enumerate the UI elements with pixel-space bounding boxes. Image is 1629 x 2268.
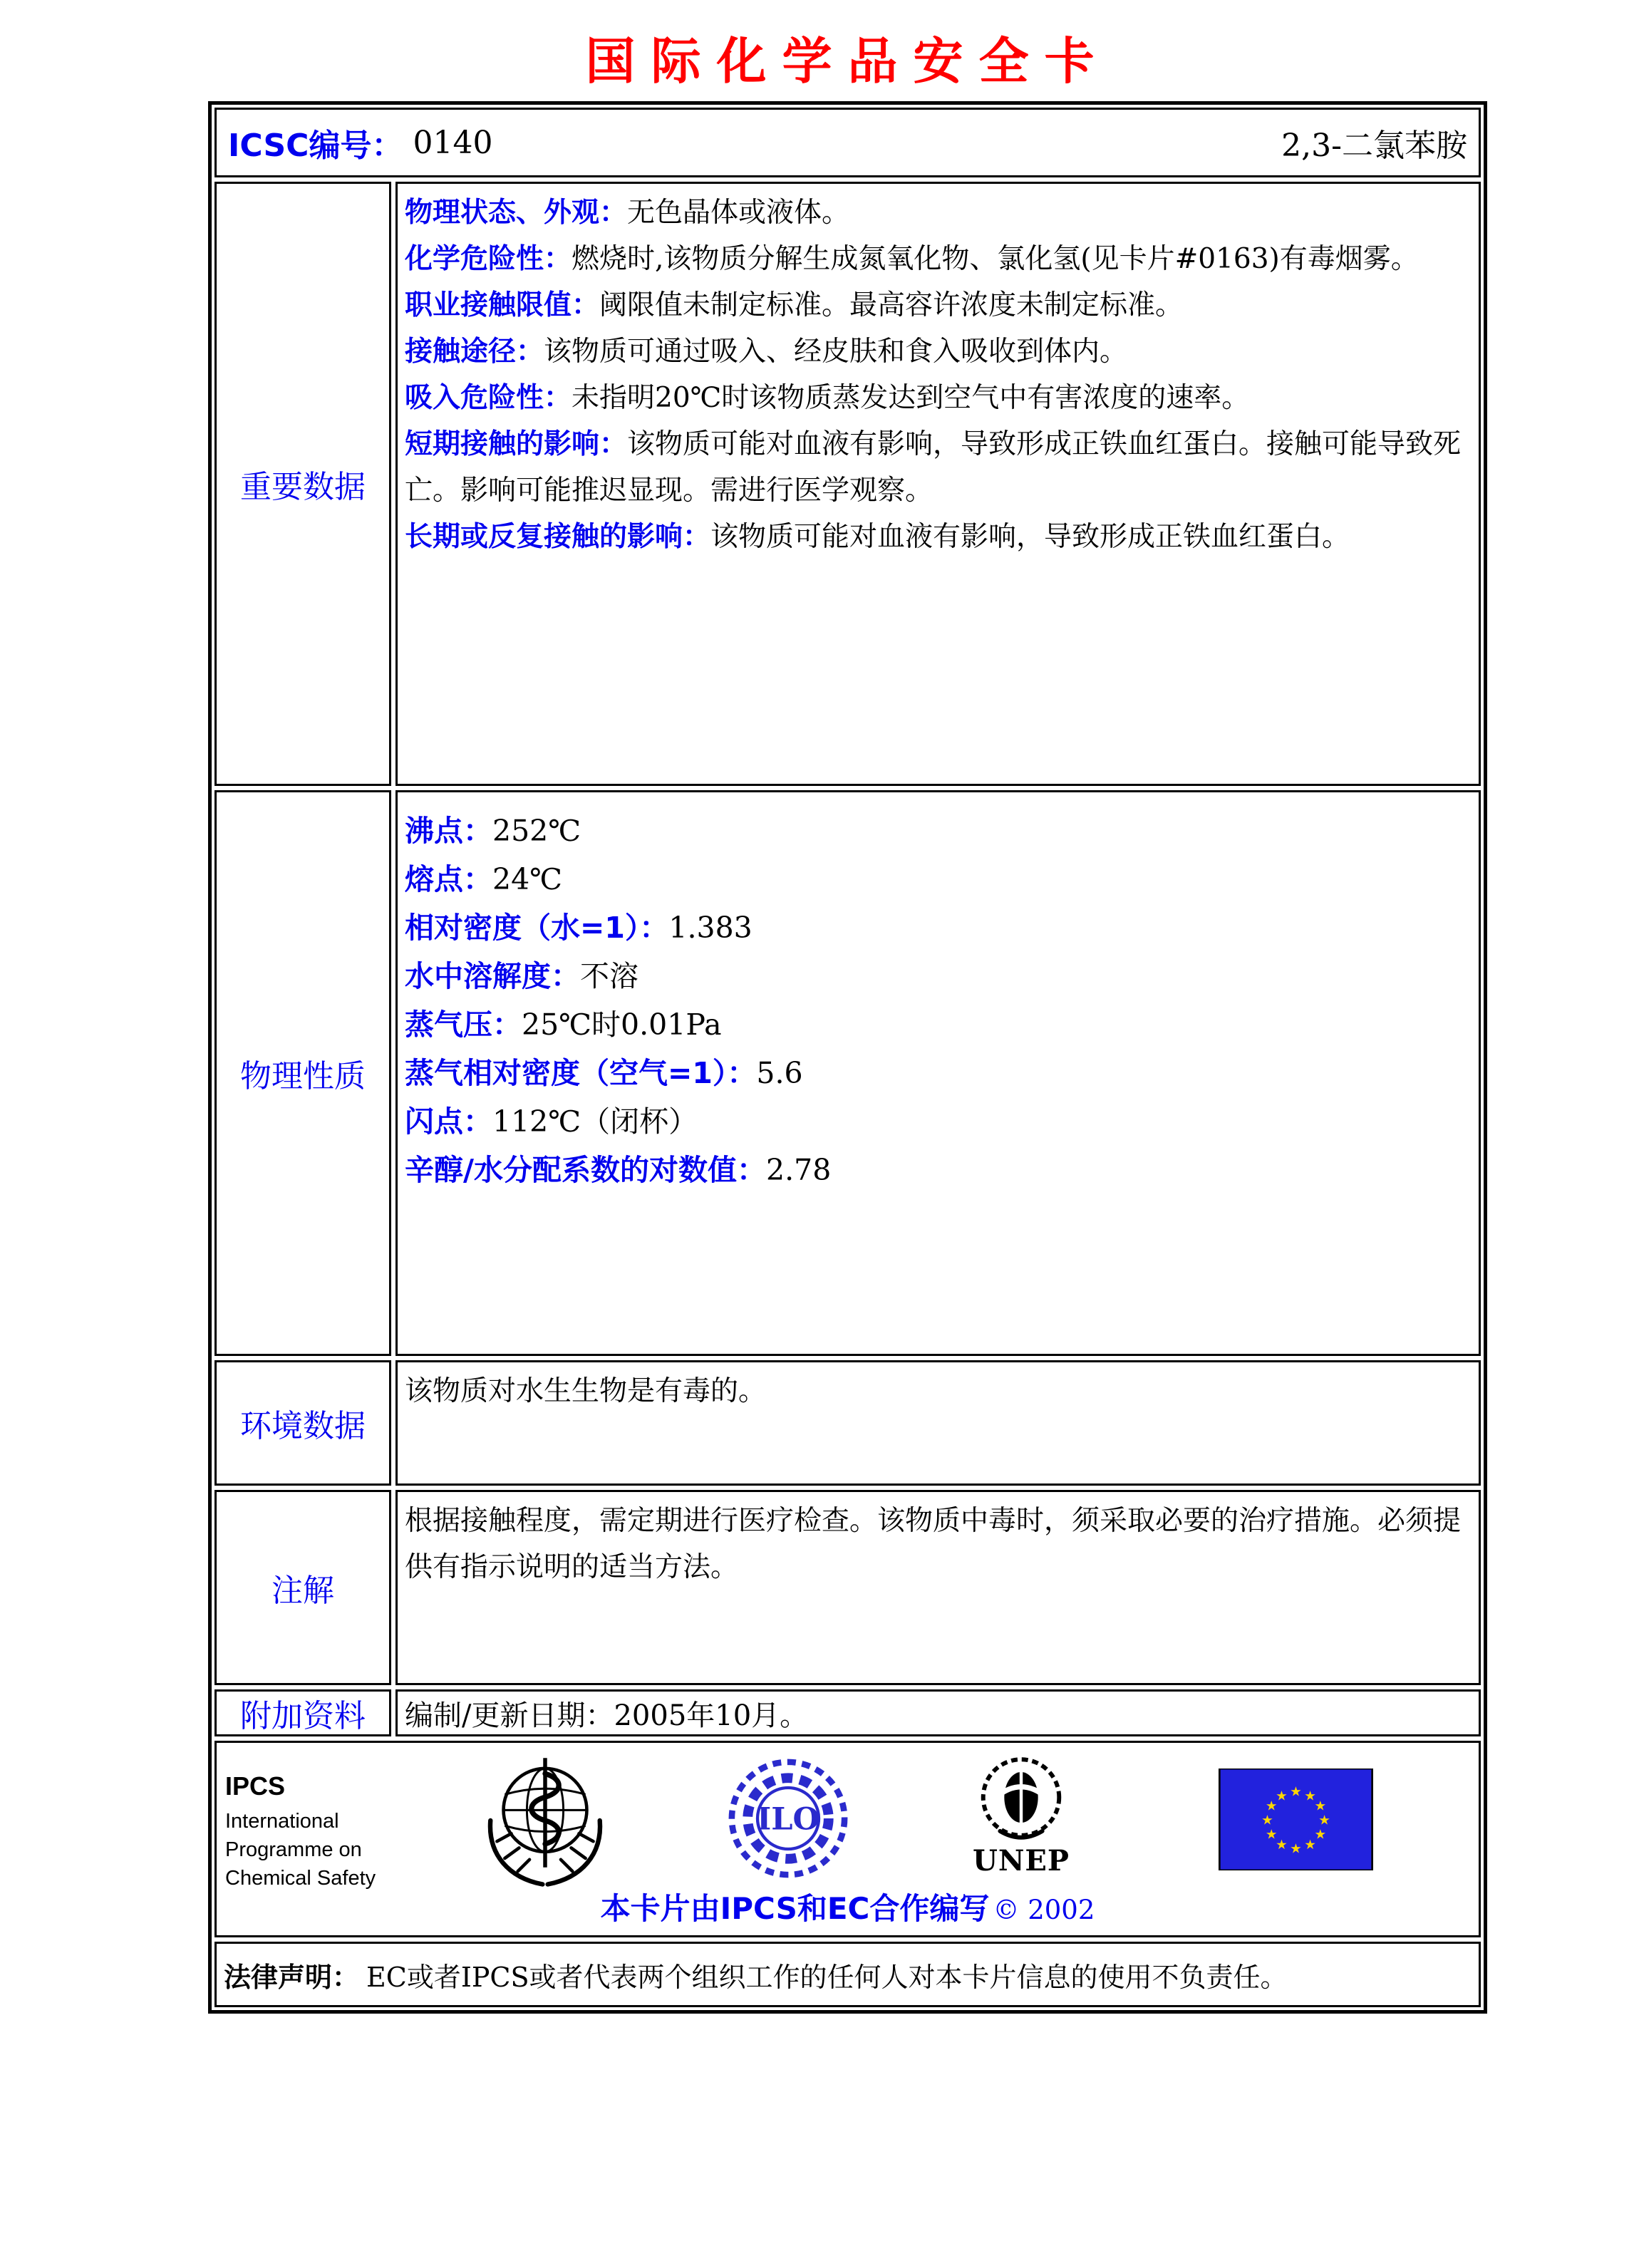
svg-text:★: ★ bbox=[1265, 1827, 1278, 1843]
field-value: 1.383 bbox=[668, 911, 753, 945]
notes-content bbox=[395, 1490, 1481, 1685]
field-label: 水中溶解度： bbox=[405, 959, 580, 993]
important-item bbox=[405, 375, 1469, 421]
property-item bbox=[405, 1049, 1469, 1097]
field-value: 阈限值未制定标准。最高容许浓度未制定标准。 bbox=[599, 289, 1184, 321]
ilo-emblem-icon bbox=[725, 1757, 852, 1880]
field-value: 2.78 bbox=[765, 1153, 832, 1187]
who-emblem-icon bbox=[475, 1753, 616, 1888]
important-item bbox=[405, 514, 1469, 560]
credit-text: 本卡片由IPCS和EC合作编写 bbox=[600, 1891, 990, 1926]
ipcs-title: IPCS bbox=[225, 1771, 286, 1801]
copyright-text: © 2002 bbox=[993, 1895, 1095, 1925]
field-value: 24℃ bbox=[492, 862, 563, 896]
notes-text: 根据接触程度，需定期进行医疗检查。该物质中毒时，须采取必要的治疗措施。必须提供有指示说明的适当方法。 bbox=[405, 1505, 1462, 1583]
property-item bbox=[405, 1000, 1469, 1049]
section-label-important-data: 重要数据 bbox=[214, 182, 391, 786]
svg-text:★: ★ bbox=[1304, 1837, 1316, 1853]
field-value: 该物质可能对血液有影响，导致形成正铁血红蛋白。 bbox=[710, 521, 1350, 553]
field-value: 无色晶体或液体。 bbox=[627, 197, 850, 229]
section-label-additional-info: 附加资料 bbox=[214, 1689, 391, 1736]
field-label: 长期或反复接触的影响： bbox=[405, 521, 711, 553]
ipcs-subtitle-line: Programme on bbox=[225, 1838, 362, 1861]
field-label: 职业接触限值： bbox=[405, 289, 600, 321]
unep-block bbox=[968, 1753, 1075, 1878]
svg-text:★: ★ bbox=[1314, 1827, 1327, 1843]
field-label: 化学危险性： bbox=[405, 243, 572, 275]
ipcs-subtitle-line: Chemical Safety bbox=[225, 1867, 376, 1890]
legal-notice-cell bbox=[214, 1942, 1481, 2007]
svg-text:★: ★ bbox=[1314, 1798, 1327, 1814]
section-label-environmental-data: 环境数据 bbox=[214, 1360, 391, 1486]
field-value: 252℃ bbox=[492, 814, 581, 848]
update-date-label: 编制/更新日期： bbox=[405, 1699, 614, 1732]
physical-properties-content bbox=[395, 790, 1481, 1356]
header-cell bbox=[214, 108, 1481, 177]
legal-notice-row bbox=[214, 1942, 1481, 2007]
important-item bbox=[405, 190, 1469, 236]
svg-text:★: ★ bbox=[1318, 1813, 1330, 1828]
field-value: 未指明20℃时该物质蒸发达到空气中有害浓度的速率。 bbox=[572, 382, 1250, 414]
svg-text:★: ★ bbox=[1304, 1788, 1316, 1804]
chemical-name: 2,3-二氯苯胺 bbox=[1281, 128, 1467, 164]
important-data-row bbox=[214, 182, 1481, 786]
icsc-number-label: ICSC编号： bbox=[228, 128, 403, 164]
important-data-content bbox=[395, 182, 1481, 786]
important-item bbox=[405, 282, 1469, 328]
section-label-physical-properties: 物理性质 bbox=[214, 790, 391, 1356]
field-label: 相对密度（水=1）： bbox=[405, 911, 669, 945]
svg-text:★: ★ bbox=[1265, 1798, 1278, 1814]
additional-info-row bbox=[214, 1689, 1481, 1736]
field-label: 物理状态、外观： bbox=[405, 197, 628, 229]
page-title: 国际化学品安全卡 bbox=[585, 31, 1110, 90]
field-value: 该物质可通过吸入、经皮肤和食入吸收到体内。 bbox=[544, 336, 1128, 368]
ilo-letters: ILO bbox=[757, 1801, 819, 1838]
property-item bbox=[405, 1097, 1469, 1146]
field-value: 5.6 bbox=[756, 1056, 803, 1090]
field-label: 熔点： bbox=[405, 862, 492, 896]
svg-text:★: ★ bbox=[1276, 1837, 1288, 1853]
environment-text: 该物质对水生生物是有毒的。 bbox=[405, 1375, 767, 1407]
field-label: 接触途径： bbox=[405, 336, 544, 368]
svg-text:★: ★ bbox=[1290, 1784, 1302, 1800]
header-row bbox=[214, 108, 1481, 177]
update-date-value: 2005年10月。 bbox=[614, 1699, 809, 1732]
unep-emblem-icon bbox=[968, 1753, 1074, 1844]
field-value: 该物质可能对血液有影响，导致形成正铁血红蛋白。接触可能导致死亡。影响可能推迟显现。需进行医学观察。 bbox=[405, 428, 1462, 507]
environmental-data-row bbox=[214, 1360, 1481, 1486]
credit-line bbox=[217, 1885, 1479, 1928]
field-label: 沸点： bbox=[405, 814, 492, 848]
field-value: 112℃（闭杯） bbox=[492, 1104, 698, 1139]
ipcs-subtitle-line: International bbox=[225, 1810, 339, 1833]
property-item bbox=[405, 807, 1469, 855]
field-label: 短期接触的影响： bbox=[405, 428, 628, 460]
logos-cell bbox=[214, 1741, 1481, 1937]
property-item bbox=[405, 903, 1469, 952]
field-label: 辛醇/水分配系数的对数值： bbox=[405, 1153, 766, 1187]
additional-info-content bbox=[395, 1689, 1481, 1736]
physical-properties-row bbox=[214, 790, 1481, 1356]
legal-notice-label: 法律声明： bbox=[224, 1961, 360, 1993]
field-value: 燃烧时,该物质分解生成氮氧化物、氯化氢(见卡片#0163)有毒烟雾。 bbox=[572, 243, 1419, 275]
ipcs-text-block bbox=[225, 1771, 376, 1892]
section-label-notes: 注解 bbox=[214, 1490, 391, 1685]
svg-text:★: ★ bbox=[1261, 1813, 1273, 1828]
field-label: 吸入危险性： bbox=[405, 382, 572, 414]
field-label: 闪点： bbox=[405, 1104, 492, 1139]
icsc-table bbox=[208, 101, 1487, 2014]
legal-notice-text: EC或者IPCS或者代表两个组织工作的任何人对本卡片信息的使用不负责任。 bbox=[366, 1961, 1288, 1993]
field-label: 蒸气相对密度（空气=1）： bbox=[405, 1056, 757, 1090]
property-item bbox=[405, 1146, 1469, 1194]
logos-row bbox=[214, 1741, 1481, 1937]
important-item bbox=[405, 328, 1469, 375]
field-label: 蒸气压： bbox=[405, 1008, 522, 1042]
important-item bbox=[405, 236, 1469, 282]
svg-text:★: ★ bbox=[1290, 1841, 1302, 1857]
important-item bbox=[405, 421, 1469, 514]
notes-row bbox=[214, 1490, 1481, 1685]
svg-text:★: ★ bbox=[1276, 1788, 1288, 1804]
eu-flag-icon bbox=[1219, 1769, 1373, 1870]
property-item bbox=[405, 855, 1469, 903]
icsc-number-value: 0140 bbox=[413, 124, 493, 161]
environmental-data-content bbox=[395, 1360, 1481, 1486]
unep-label: UNEP bbox=[972, 1844, 1070, 1878]
property-item bbox=[405, 952, 1469, 1000]
field-value: 不溶 bbox=[580, 959, 638, 993]
field-value: 25℃时0.01Pa bbox=[522, 1008, 722, 1042]
icsc-number bbox=[228, 120, 492, 165]
